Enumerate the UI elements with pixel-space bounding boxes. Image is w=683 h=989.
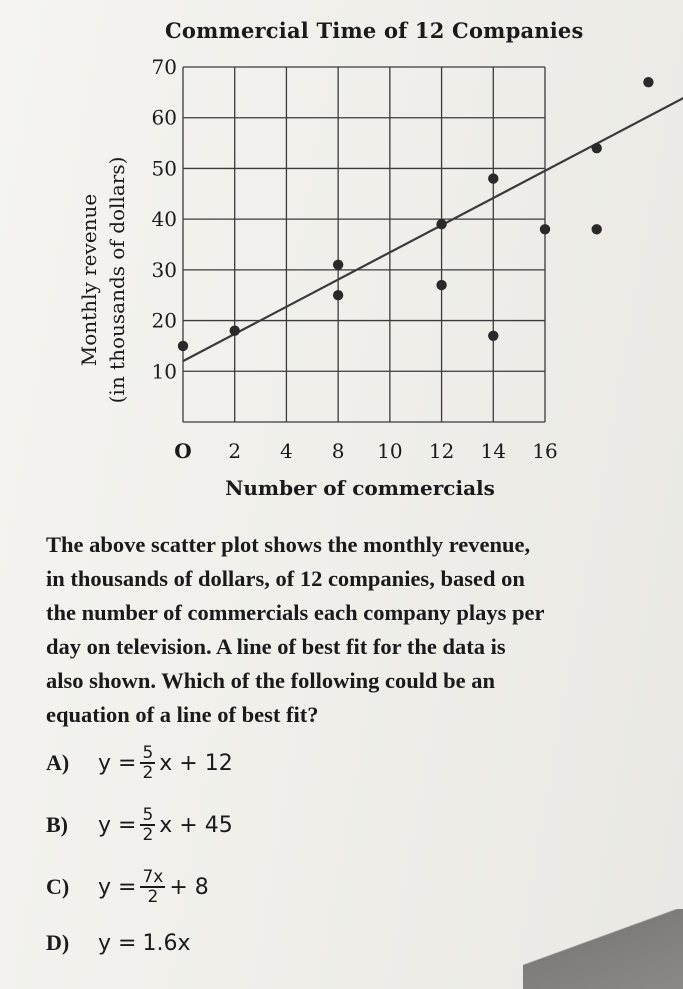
data-point [592,143,602,153]
y-tick-label: 20 [151,308,177,333]
page-corner-shadow [523,909,683,989]
y-tick-label: 70 [151,55,177,79]
data-point [643,77,653,87]
y-tick-label: 10 [151,359,177,384]
x-tick-label: 8 [331,439,345,463]
choice-equation [98,868,209,906]
data-point [333,260,343,270]
choice-equation [98,931,190,956]
choice-letter: C) [46,874,70,899]
choice-letter: D) [46,930,70,955]
x-tick-label: 16 [532,439,558,463]
data-point [230,326,240,336]
question-line: The above scatter plot shows the monthly revenue, [46,532,531,557]
best-fit-line [183,97,683,361]
question-line: the number of commercials each company plays per [46,600,545,625]
eq-rest: x + 45 [159,812,233,838]
question-line: in thousands of dollars, of 12 companies, based on [46,566,525,591]
y-axis-label: Monthly revenue [77,193,101,367]
eq-fraction [140,806,155,844]
x-tick-label: 2 [228,439,242,463]
eq-lhs: y = [98,812,137,838]
choice-equation [98,806,233,844]
x-tick-label: 14 [480,439,507,463]
question-line: equation of a line of best fit? [46,702,319,727]
eq-fraction [140,868,165,906]
eq-lhs: y = [98,750,137,776]
eq-denominator: 2 [142,825,154,845]
scatter-plot [0,0,683,470]
x-tick-label: 10 [377,439,403,463]
eq-lhs: y = [98,930,137,956]
eq-expression: 1.6x [142,930,191,956]
choice-d[interactable] [46,918,190,968]
eq-lhs: y = [98,874,137,900]
y-axis-sublabel: (in thousands of dollars) [105,156,129,404]
x-tick-label: 12 [428,439,455,463]
x-axis-label: Number of commercials [225,476,495,500]
choice-letter: A) [46,750,70,775]
choice-b[interactable] [46,800,233,850]
choice-equation [98,744,233,782]
eq-numerator: 7x [142,867,164,887]
data-point [540,224,550,234]
y-tick-label: 50 [151,156,177,181]
y-tick-label: 60 [151,105,177,130]
data-point [436,280,446,290]
chart-title: Commercial Time of 12 Companies [165,18,584,43]
question-line: day on television. A line of best fit for the data is [46,634,506,659]
eq-numerator: 5 [142,743,154,763]
data-point [488,173,498,183]
choice-c[interactable] [46,862,209,912]
choice-letter: B) [46,812,68,837]
choice-a[interactable] [46,738,233,788]
eq-rest: + 8 [169,874,209,900]
eq-denominator: 2 [147,887,159,907]
data-point [488,331,498,341]
question-line: also shown. Which of the following could be an [46,668,496,693]
question-text [46,528,656,732]
data-point [178,341,188,351]
eq-fraction [140,744,155,782]
eq-denominator: 2 [142,763,154,783]
y-tick-label: 40 [151,207,177,232]
y-tick-label: 30 [151,257,177,282]
x-tick-label: 4 [280,439,293,463]
data-point [333,290,343,300]
data-point [592,224,602,234]
x-tick-label: O [174,439,192,463]
eq-rest: x + 12 [159,750,233,776]
eq-numerator: 5 [142,805,154,825]
data-point [436,219,446,229]
